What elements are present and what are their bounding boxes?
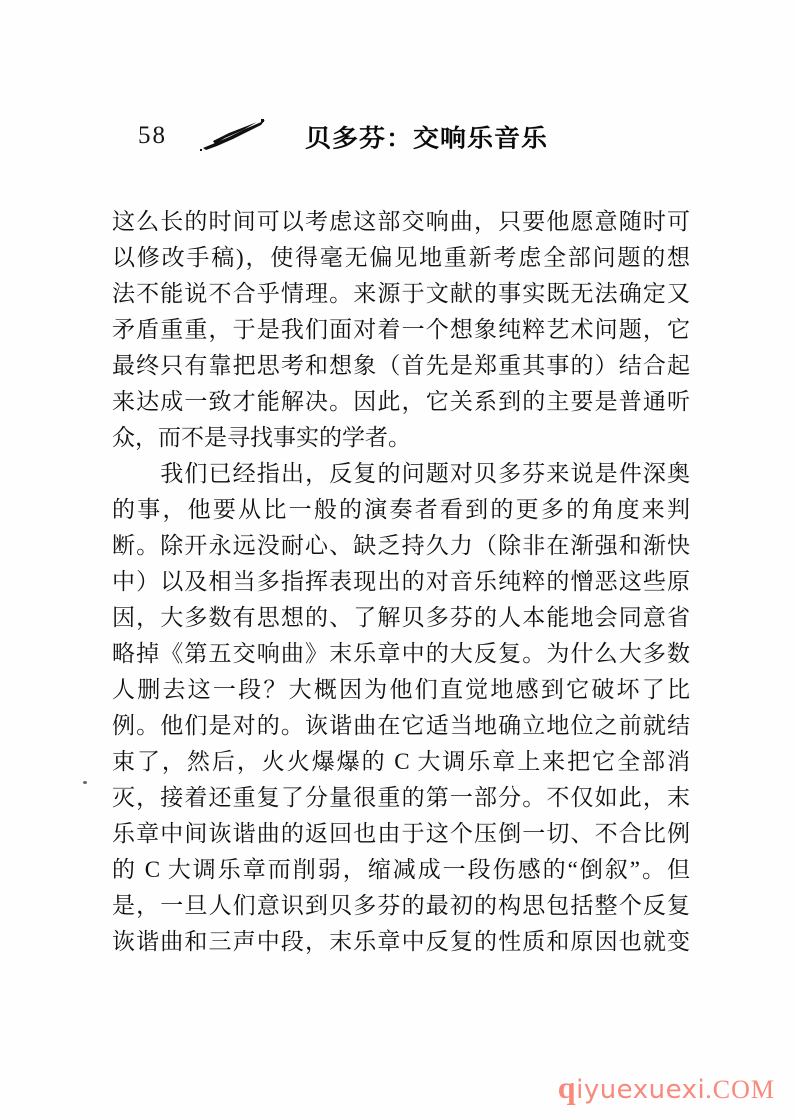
text-line: 略掉《第五交响曲》末乐章中的大反复。为什么大多数 [112,641,690,666]
text-line: 众，而不是寻找事实的学者。 [112,425,411,450]
watermark-prefix: q [557,1069,577,1105]
text-line: 是，一旦人们意识到贝多芬的最初的构思包括整个反复 [112,893,690,918]
text-line: 束了，然后，火火爆爆的 C 大调乐章上来把它全部消 [112,749,690,774]
text-line: 例。他们是对的。诙谐曲在它适当地确立地位之前就结 [112,713,690,738]
text-line: 法不能说不合乎情理。来源于文献的事实既无法确定又 [112,281,690,306]
text-line: 的 C 大调乐章而削弱，缩减成一段伤感的“倒叙”。但 [112,857,690,882]
watermark-suffix: .COM [705,1075,775,1104]
text-line: 最终只有靠把思考和想象（首先是郑重其事的）结合起 [112,353,690,378]
text-line: 因，大多数有思想的、了解贝多芬的人本能地会同意省 [112,605,690,630]
text-line: 的事，他要从比一般的演奏者看到的更多的角度来判 [112,497,690,522]
page-number: 58 [138,122,167,149]
running-title: 贝多芬：交响乐音乐 [305,123,549,152]
paragraph-1 [112,204,690,456]
text-line: 人删去这一段？大概因为他们直觉地感到它破坏了比 [112,677,690,702]
scan-artifact-dot [83,781,87,784]
paragraph-2 [112,456,690,960]
watermark [558,1069,775,1106]
watermark-middle: iyuexuexi [576,1075,706,1105]
text-line: 乐章中间诙谐曲的返回也由于这个压倒一切、不合比例 [112,821,690,846]
text-line: 来达成一致才能解决。因此，它关系到的主要是普通听 [112,389,690,414]
text-line: 以修改手稿)，使得毫无偏见地重新考虑全部问题的想 [112,245,690,270]
brush-stroke-icon [195,117,271,155]
text-line: 我们已经指出，反复的问题对贝多芬来说是件深奥 [160,461,690,486]
text-line: 这么长的时间可以考虑这部交响曲，只要他愿意随时可 [112,209,690,234]
text-line: 诙谐曲和三声中段，末乐章中反复的性质和原因也就变 [112,929,690,954]
page-header [138,118,548,154]
text-line: 灭，接着还重复了分量很重的第一部分。不仅如此，末 [112,785,690,810]
body-text [112,204,690,960]
text-line: 矛盾重重，于是我们面对着一个想象纯粹艺术问题，它 [112,317,690,342]
text-line: 中）以及相当多指挥表现出的对音乐纯粹的憎恶这些原 [112,569,690,594]
text-line: 断。除开永远没耐心、缺乏持久力（除非在渐强和渐快 [112,533,690,558]
